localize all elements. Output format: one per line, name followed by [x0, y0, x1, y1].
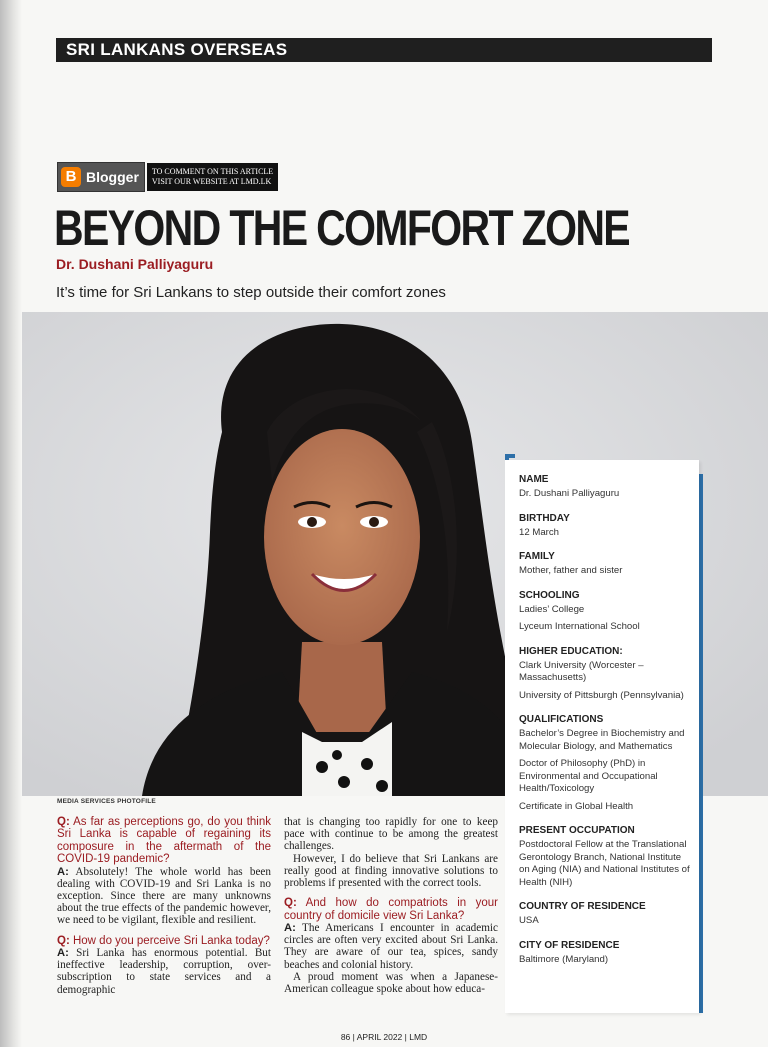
answer-2-paragraph-2: However, I do believe that Sri Lankans are really good at finding innovative solutions to problems if presented with the correct tools.: [284, 852, 498, 890]
comment-note-line-2: VISIT OUR WEBSITE AT LMD.LK: [151, 177, 272, 186]
article-column-2: [284, 816, 498, 995]
bio-higher-education: HIGHER EDUCATION: Clark University (Worcester – Massachusetts) University of Pittsburgh (Pennsylvania): [519, 645, 684, 701]
bio-schooling: SCHOOLING Ladies’ College Lyceum International School: [519, 589, 640, 632]
page-spine-shadow: [0, 0, 22, 1047]
bio-qualifications: QUALIFICATIONS Bachelor’s Degree in Biochemistry and Molecular Biology, and Mathematics Doctor of Philosophy (PhD) in Environmental and Occupational Health/Toxicology Certificate in Global Health: [519, 714, 685, 812]
answer-2-continued: that is changing too rapidly for one to keep pace with continue to be among the greatest challenges.: [284, 816, 498, 853]
blogger-logo-text: Blogger: [86, 169, 139, 185]
question-1: Q: As far as perceptions go, do you think Sri Lanka is capable of regaining its composure in the aftermath of the COVID-19 pandemic?: [57, 816, 271, 866]
answer-3: A: The Americans I encounter in academic circles are often very excited about Sri Lanka. They are aware of our tea, spices, sandy beaches and colonial history.: [284, 922, 498, 971]
bio-occupation: PRESENT OCCUPATION Postdoctoral Fellow at the Translational Gerontology Branch, National Institute on Aging (NIA) and National Institutes of Health (NIH): [519, 825, 690, 888]
answer-3-paragraph-2: A proud moment was when a Japanese-American colleague spoke about how educa-: [284, 970, 498, 996]
page-number: 86: [340, 1032, 351, 1042]
answer-2: A: Sri Lanka has enormous potential. But ineffective leadership, corruption, over-subscription to state services and a demographic: [57, 947, 271, 996]
blogger-logo: [57, 162, 145, 192]
comment-note: [147, 163, 278, 191]
section-banner: SRI LANKANS OVERSEAS: [56, 38, 712, 62]
bio-panel: [505, 460, 699, 1013]
bio-family: FAMILY Mother, father and sister: [519, 551, 623, 576]
bio-country: COUNTRY OF RESIDENCE USA: [519, 901, 646, 926]
bio-name: NAME Dr. Dushani Palliyaguru: [519, 474, 620, 499]
photo-credit: MEDIA SERVICES PHOTOFILE: [57, 798, 156, 805]
question-2: Q: How do you perceive Sri Lanka today?: [57, 934, 270, 947]
answer-1: A: Absolutely! The whole world has been dealing with COVID-19 and Sri Lanka is no exception. Since there are many unknowns about the true effects of the pandemic however, we need to be vigilant, flexible and resilient.: [57, 865, 271, 927]
comment-note-line-1: TO COMMENT ON THIS ARTICLE: [151, 167, 274, 176]
blogger-icon: B: [61, 167, 81, 187]
article-author: Dr. Dushani Palliyaguru: [56, 256, 214, 272]
bio-city: CITY OF RESIDENCE Baltimore (Maryland): [519, 939, 620, 965]
article-subhead: It’s time for Sri Lankans to step outside their comfort zones: [56, 284, 446, 301]
page-footer: 86 | APRIL 2022 | LMD: [340, 1032, 428, 1042]
question-3: Q: And how do compatriots in your country of domicile view Sri Lanka?: [284, 897, 498, 922]
article-headline: BEYOND THE COMFORT ZONE: [54, 200, 629, 256]
article-column-1: [57, 816, 271, 996]
publication-name: LMD: [409, 1032, 428, 1042]
blogger-badge[interactable]: [57, 163, 278, 191]
issue-date: APRIL 2022: [356, 1032, 403, 1042]
bio-bracket-right: [699, 474, 703, 1013]
bio-birthday: BIRTHDAY 12 March: [519, 512, 570, 538]
